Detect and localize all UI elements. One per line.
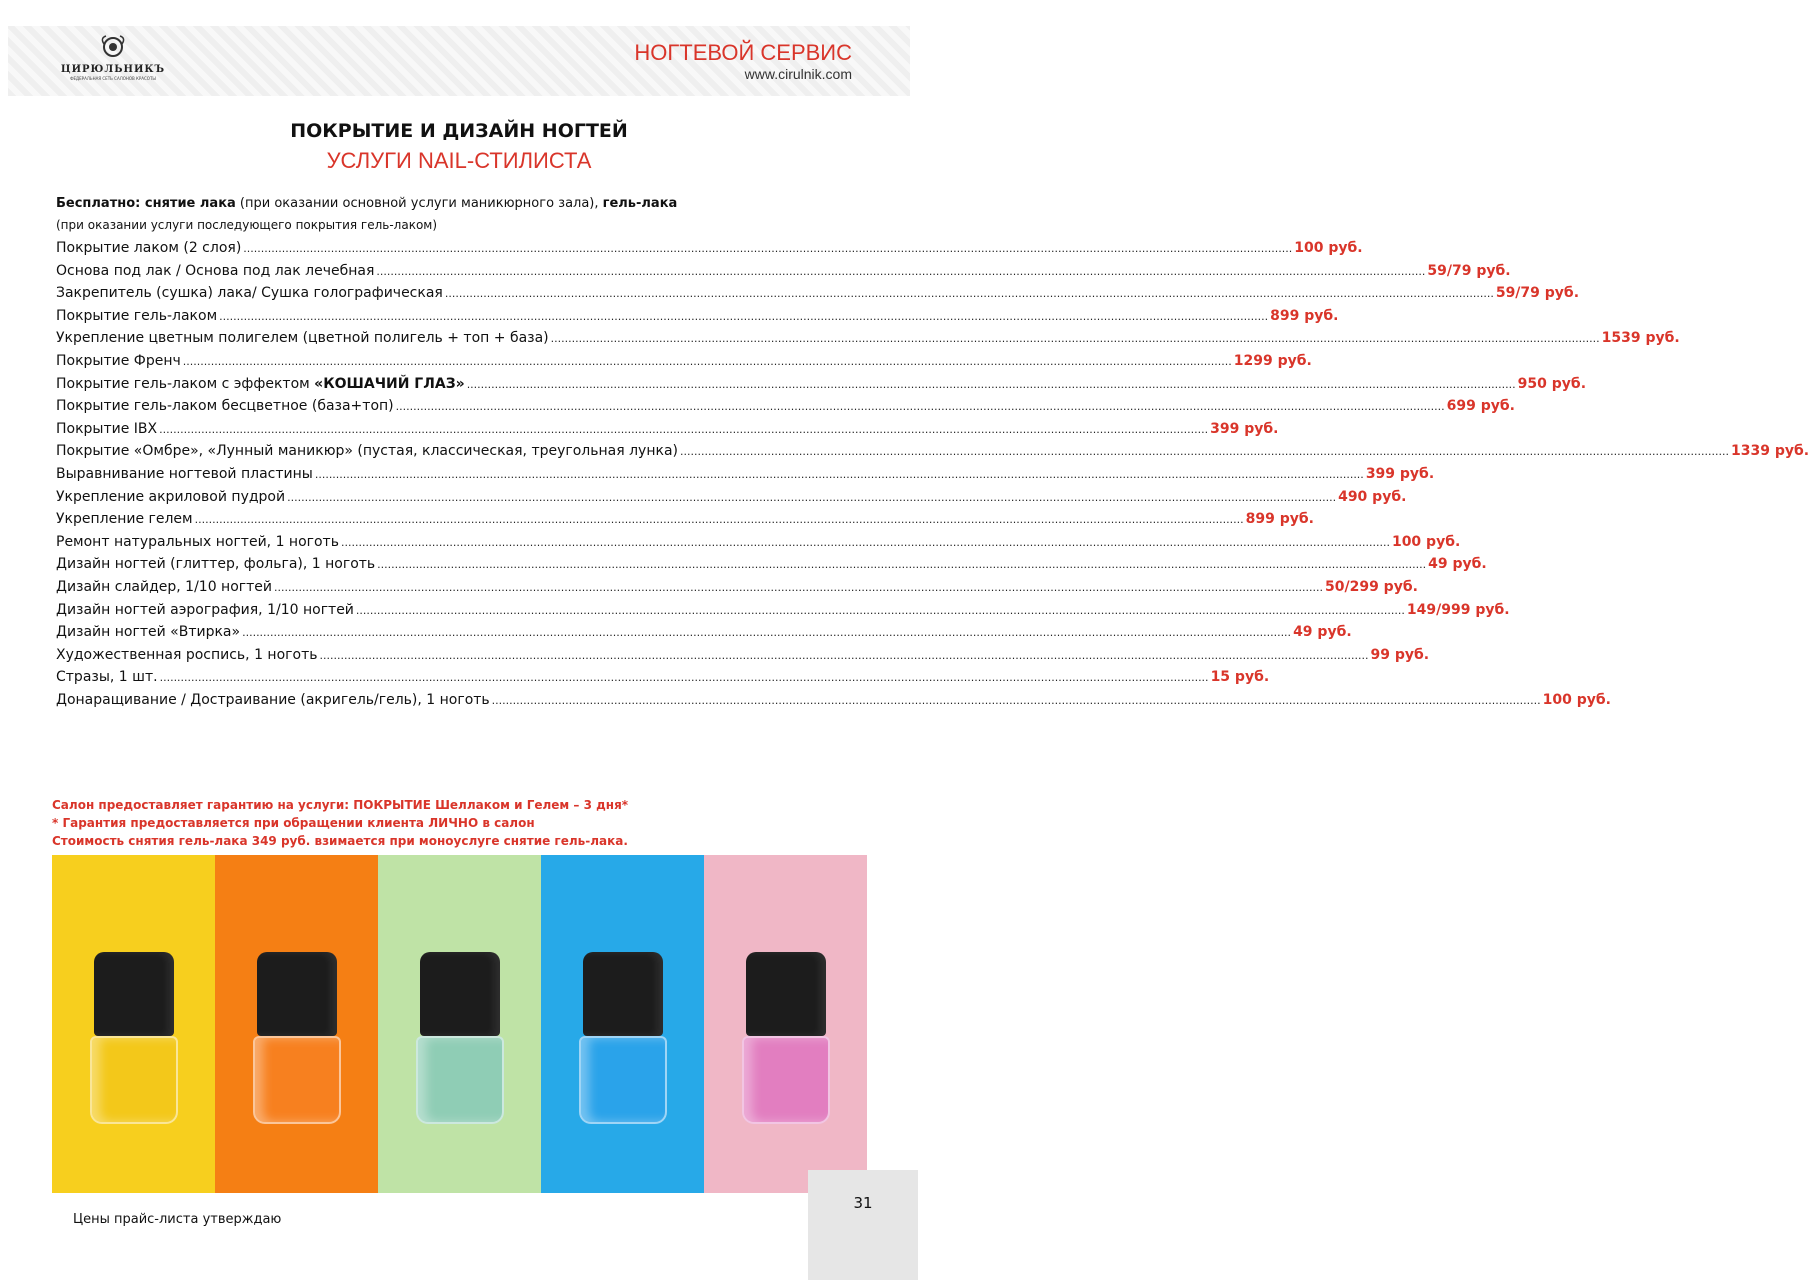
dot-leader: ............................................................................................................................................................................................................................................................................................................ xyxy=(550,332,1600,346)
service-name xyxy=(56,624,240,640)
dot-leader: ............................................................................................................................................................................................................................................................................................................ xyxy=(491,693,1541,707)
service-name xyxy=(56,421,157,437)
service-text: Стразы, 1 шт. xyxy=(56,669,158,686)
service-name xyxy=(56,556,375,572)
dot-leader: ............................................................................................................................................................................................................................................................................................................ xyxy=(287,490,1337,504)
service-price: 15 руб. xyxy=(1210,669,1270,686)
service-text: Закрепитель (сушка) лака/ Сушка голографическая xyxy=(56,285,443,302)
service-price: 950 руб. xyxy=(1517,375,1587,392)
service-text: Покрытие гель-лаком xyxy=(56,307,218,324)
logo xyxy=(58,34,168,81)
service-price: 49 руб. xyxy=(1428,556,1487,573)
bottle-cap xyxy=(420,952,500,1036)
service-name xyxy=(56,443,678,459)
service-name xyxy=(56,602,354,618)
free-services-note-2: (при оказании услуги последующего покрытия гель-лаком) xyxy=(56,218,438,232)
price-row xyxy=(56,465,1435,489)
service-text: Дизайн ногтей «Втирка» xyxy=(56,624,241,641)
service-name xyxy=(56,308,217,324)
price-row xyxy=(56,488,1407,512)
free-services-note xyxy=(56,196,677,211)
price-row xyxy=(56,691,1611,715)
dot-leader: ............................................................................................................................................................................................................................................................................................................ xyxy=(314,467,1364,481)
service-text: Ремонт натуральных ногтей, 1 ноготь xyxy=(56,533,339,550)
service-price: 50/299 руб. xyxy=(1324,578,1418,595)
logo-subtitle: ФЕДЕРАЛЬНАЯ СЕТЬ САЛОНОВ КРАСОТЫ xyxy=(70,76,156,81)
nail-polish-bottle-icon xyxy=(742,952,830,1124)
service-price: 59/79 руб. xyxy=(1427,262,1511,279)
color-stripe xyxy=(704,855,867,1193)
service-price: 149/999 руб. xyxy=(1406,601,1510,618)
dot-leader: ............................................................................................................................................................................................................................................................................................................ xyxy=(219,309,1269,323)
guarantee-note: Салон предоставляет гарантию на услуги: ПОКРЫТИЕ Шеллаком и Гелем – 3 дня* xyxy=(52,798,629,812)
color-stripe xyxy=(52,855,215,1193)
section-title: НОГТЕВОЙ СЕРВИС xyxy=(634,40,852,65)
price-row xyxy=(56,578,1418,602)
service-name xyxy=(56,466,313,482)
price-row xyxy=(56,556,1487,579)
service-text: Укрепление гелем xyxy=(56,511,193,528)
color-stripe xyxy=(541,855,704,1193)
service-text: Донаращивание / Достраивание (акригель/гель), 1 ноготь xyxy=(56,691,490,708)
service-text: Дизайн слайдер, 1/10 ногтей xyxy=(56,578,272,595)
bottle-glass xyxy=(90,1036,178,1124)
bottle-glass xyxy=(253,1036,341,1124)
dot-leader: ............................................................................................................................................................................................................................................................................................................ xyxy=(444,287,1494,301)
service-price: 699 руб. xyxy=(1446,398,1515,415)
service-price: 59/79 руб. xyxy=(1495,285,1580,302)
service-text: Укрепление цветным полигелем (цветной полигель + топ + база) xyxy=(56,330,549,347)
color-stripe xyxy=(378,855,541,1193)
bottle-cap xyxy=(746,952,826,1036)
service-text: Покрытие гель-лаком бесцветное (база+топ) xyxy=(56,398,394,415)
free-note: (при оказании основной услуги маникюрного зала), xyxy=(235,196,603,211)
dot-leader: ............................................................................................................................................................................................................................................................................................................ xyxy=(680,445,1729,459)
crest-icon xyxy=(98,34,128,60)
service-text: Покрытие IBX xyxy=(56,420,158,437)
price-row xyxy=(56,398,1515,421)
service-price: 490 руб. xyxy=(1338,488,1407,505)
price-row xyxy=(56,533,1461,557)
nail-polish-bottle-icon xyxy=(416,952,504,1124)
service-name xyxy=(56,511,193,527)
price-row xyxy=(56,601,1510,625)
free-label: Бесплатно: снятие лака xyxy=(56,196,236,211)
bottle-glass xyxy=(416,1036,504,1124)
logo-name: ЦИРЮЛЬНИКЪ xyxy=(60,64,166,75)
service-name xyxy=(56,692,490,708)
free-label-2: гель-лака xyxy=(602,196,678,211)
service-name xyxy=(56,285,443,301)
service-name xyxy=(56,398,394,414)
guarantee-notes xyxy=(52,796,628,850)
service-name xyxy=(56,534,339,550)
price-list xyxy=(56,240,1809,714)
service-text: Художественная роспись, 1 ноготь xyxy=(56,646,318,663)
price-row xyxy=(56,307,1339,331)
nail-polish-photo xyxy=(52,855,867,1193)
price-row xyxy=(56,240,1363,263)
nail-polish-bottle-icon xyxy=(90,952,178,1124)
page-number: 31 xyxy=(808,1170,918,1280)
service-price: 100 руб. xyxy=(1391,533,1461,550)
price-row xyxy=(56,352,1312,376)
service-name xyxy=(56,353,181,369)
service-price: 49 руб. xyxy=(1293,624,1352,641)
service-price: 1339 руб. xyxy=(1730,443,1809,460)
price-row xyxy=(56,624,1352,647)
dot-leader: ............................................................................................................................................................................................................................................................................................................ xyxy=(242,626,1292,640)
price-row xyxy=(56,285,1580,308)
dot-leader: ............................................................................................................................................................................................................................................................................................................ xyxy=(319,648,1369,662)
service-text: Покрытие лаком (2 слоя) xyxy=(56,240,242,256)
service-name xyxy=(56,330,549,346)
dot-leader: ............................................................................................................................................................................................................................................................................................................ xyxy=(243,242,1293,255)
dot-leader: ............................................................................................................................................................................................................................................................................................................ xyxy=(355,603,1405,617)
price-row xyxy=(56,511,1314,534)
dot-leader: ............................................................................................................................................................................................................................................................................................................ xyxy=(340,535,1390,549)
price-row xyxy=(56,420,1279,444)
site-url[interactable]: www.cirulnik.com xyxy=(744,66,852,82)
service-price: 399 руб. xyxy=(1210,420,1279,437)
price-row xyxy=(56,669,1270,692)
service-price: 1539 руб. xyxy=(1601,330,1680,347)
dot-leader: ............................................................................................................................................................................................................................................................................................................ xyxy=(182,354,1232,368)
service-name xyxy=(56,376,465,392)
nail-polish-bottle-icon xyxy=(253,952,341,1124)
price-row xyxy=(56,375,1587,399)
service-name xyxy=(56,647,317,663)
footer-note: Цены прайс-листа утверждаю xyxy=(73,1212,282,1227)
service-text: Выравнивание ногтевой пластины xyxy=(56,465,313,482)
service-name xyxy=(56,489,285,505)
price-row xyxy=(56,646,1430,670)
guarantee-note: Стоимость снятия гель-лака 349 руб. взимается при моноуслуге снятие гель-лака. xyxy=(52,834,628,848)
dot-leader: ............................................................................................................................................................................................................................................................................................................ xyxy=(274,580,1323,594)
dot-leader: ............................................................................................................................................................................................................................................................................................................ xyxy=(466,377,1516,391)
service-emphasis: «КОШАЧИЙ ГЛАЗ» xyxy=(314,375,465,392)
service-price: 99 руб. xyxy=(1370,646,1430,663)
service-text: Дизайн ногтей аэрография, 1/10 ногтей xyxy=(56,601,354,618)
bottle-cap xyxy=(257,952,337,1036)
service-price: 100 руб. xyxy=(1542,691,1611,708)
dot-leader: ............................................................................................................................................................................................................................................................................................................ xyxy=(377,558,1427,572)
page-header xyxy=(8,26,910,96)
price-row xyxy=(56,443,1809,466)
service-name xyxy=(56,579,272,595)
page-title: ПОКРЫТИЕ И ДИЗАЙН НОГТЕЙ xyxy=(290,120,628,142)
service-text: Покрытие Френч xyxy=(56,352,181,369)
dot-leader: ............................................................................................................................................................................................................................................................................................................ xyxy=(159,422,1209,436)
service-text: Основа под лак / Основа под лак лечебная xyxy=(56,262,375,279)
service-price: 399 руб. xyxy=(1365,465,1435,482)
bottle-cap xyxy=(94,952,174,1036)
service-price: 1299 руб. xyxy=(1233,352,1312,369)
price-row xyxy=(56,330,1680,353)
price-row xyxy=(56,262,1511,286)
dot-leader: ............................................................................................................................................................................................................................................................................................................ xyxy=(159,671,1209,685)
service-text: Дизайн ногтей (глиттер, фольга), 1 ноготь xyxy=(56,556,376,573)
page-subtitle: УСЛУГИ NAIL-СТИЛИСТА xyxy=(326,148,592,173)
guarantee-note: * Гарантия предоставляется при обращении клиента ЛИЧНО в салон xyxy=(52,816,535,830)
service-name xyxy=(56,669,158,685)
dot-leader: ............................................................................................................................................................................................................................................................................................................ xyxy=(194,513,1244,527)
bottle-cap xyxy=(583,952,663,1036)
service-price: 100 руб. xyxy=(1294,240,1363,256)
service-text: Покрытие гель-лаком с эффектом xyxy=(56,375,315,392)
service-text: Укрепление акриловой пудрой xyxy=(56,488,286,505)
bottle-glass xyxy=(579,1036,667,1124)
bottle-glass xyxy=(742,1036,830,1124)
service-name xyxy=(56,263,374,279)
dot-leader: ............................................................................................................................................................................................................................................................................................................ xyxy=(376,264,1426,278)
service-text: Покрытие «Омбре», «Лунный маникюр» (пустая, классическая, треугольная лунка) xyxy=(56,443,678,460)
service-name xyxy=(56,240,241,256)
service-price: 899 руб. xyxy=(1245,511,1314,528)
service-price: 899 руб. xyxy=(1270,307,1339,324)
dot-leader: ............................................................................................................................................................................................................................................................................................................ xyxy=(395,400,1445,414)
nail-polish-bottle-icon xyxy=(579,952,667,1124)
color-stripe xyxy=(215,855,378,1193)
